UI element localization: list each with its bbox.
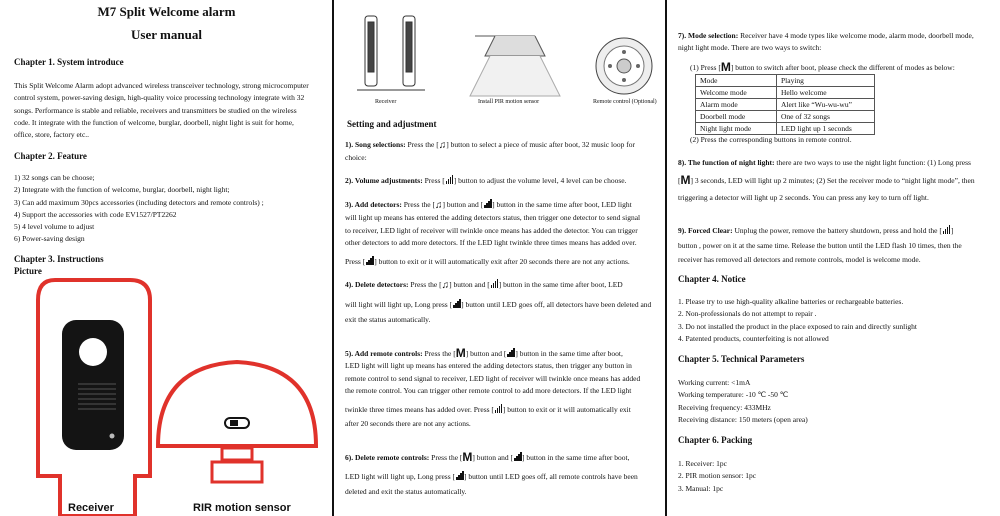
step-line: deleted and exit the status automatically.: [345, 486, 467, 496]
step-text: ] button and [: [449, 280, 490, 289]
step-text: ] button in the same time after boot,: [522, 453, 630, 462]
step-text: there are two ways to use the night light function: (1) Long press: [774, 158, 971, 167]
volume-bars-icon: [491, 279, 498, 288]
receiver-label: Receiver: [68, 502, 114, 514]
step-line: button , power on it at the same time. Release the button until the LED flash 10 times, then the: [678, 241, 962, 251]
mode-key-icon: M: [720, 59, 731, 74]
sensor-switch-knob: [230, 420, 238, 426]
mode-key-icon: M: [462, 450, 473, 464]
volume-bars-icon: [456, 471, 463, 480]
feature-item: 3) Can add maximum 30pcs accessories (including detectors and remote controls) ;: [14, 197, 264, 207]
volume-bars-icon: [514, 452, 521, 461]
notice-item: 1. Please try to use high-quality alkaline batteries or rechargeable batteries.: [678, 297, 904, 306]
step-text: Press the [: [429, 453, 463, 462]
chapter-1-line: office, store, factory etc..: [14, 130, 90, 140]
parameter-list: [678, 377, 998, 426]
step-text: ] button until LED goes off, all remote controls have been: [464, 472, 638, 482]
table-cell: Hello welcome: [777, 87, 875, 99]
step-6-label: 6). Delete remote controls:: [345, 453, 430, 462]
step-text: Receiver have 4 mode types like welcome mode, alarm mode, doorbell mode,: [738, 31, 974, 40]
chapter-5-heading: Chapter 5. Technical Parameters: [678, 354, 805, 364]
manual-subtitle: User manual: [131, 27, 202, 42]
step-7-option-2: (2) Press the corresponding buttons in remote control.: [690, 135, 852, 144]
fig-caption-receiver: Receiver: [375, 99, 397, 105]
step-text: Unplug the power, remove the battery shutdown, press and hold the [: [732, 226, 942, 235]
step-text: ] button and [: [472, 453, 514, 462]
step-text: ]: [950, 226, 954, 235]
feature-item: 2) Integrate with the function of welcome, burglar, doorbell, night light;: [14, 185, 230, 195]
step-3: [345, 199, 665, 268]
notice-item: 2. Non-professionals do not attempt to repair .: [678, 309, 817, 319]
manual-title: M7 Split Welcome alarm: [97, 4, 236, 19]
table-cell: One of 32 songs: [777, 111, 875, 123]
packing-item: 1. Receiver: 1pc: [678, 459, 727, 468]
mode-table: [695, 74, 875, 135]
step-text: ] button to adjust the volume level, 4 level can be choose.: [453, 176, 627, 185]
step-text: ] button and [: [442, 200, 484, 209]
step-line: receiver has removed all detectors and remote controls, model is welcome mode.: [678, 254, 921, 264]
step-5-label: 5). Add remote controls:: [345, 349, 423, 358]
table-cell: Doorbell mode: [696, 111, 777, 123]
manual-column-2: [335, 0, 666, 516]
volume-bars-icon: [484, 199, 491, 208]
step-line: the remote control. You can trigger other remote control to add more detectors. If the LED light: [345, 385, 632, 395]
music-note-icon: ♫: [438, 140, 447, 151]
packing-list: [678, 458, 998, 495]
manual-column-1: [0, 0, 333, 516]
music-note-icon: ♫: [435, 200, 443, 211]
chapter-1-heading: Chapter 1. System introduce: [14, 57, 124, 67]
step-text: ] button to exit or it will automatically exit: [502, 405, 631, 415]
step-text: ] button and [: [465, 349, 507, 358]
step-text: choice:: [345, 153, 367, 163]
step-1-label: 1). Song selections:: [345, 140, 406, 149]
manual-column-3: [668, 0, 1000, 516]
chapter-1-line: code. It integrate with the function of welcome, burglar, doorbell, night light is suit for home,: [14, 117, 294, 127]
step-9-label: 9). Forced Clear:: [678, 226, 733, 235]
step-line: after 20 seconds there are not any actions.: [345, 419, 471, 429]
notice-item: 4. Patented products, counterfeiting is not allowed: [678, 333, 829, 343]
receiver-led: [110, 434, 115, 439]
table-cell: Alert like “Wu-wu-wu”: [777, 99, 875, 111]
remote-control-figure: [596, 38, 652, 94]
step-8: [678, 157, 998, 204]
receiver-speaker: [79, 338, 107, 366]
install-figures: [335, 6, 666, 106]
table-cell: Welcome mode: [696, 87, 777, 99]
table-row: [696, 87, 875, 99]
parameter-item: Receiving distance: 150 meters (open area): [678, 414, 808, 424]
notice-item: 3. Do not installed the product in the place exposed to rain and directly sunlight: [678, 321, 917, 331]
column-divider-2: [665, 0, 667, 516]
sensor-dome: [158, 362, 316, 446]
step-7-label: 7). Mode selection:: [678, 31, 739, 40]
step-text: Press the [: [422, 349, 456, 358]
step-4: [345, 279, 665, 326]
receiver-illustration: [0, 276, 333, 516]
fig-caption-remote: Remote control (Optional): [593, 99, 657, 105]
packing-item: 3. Manual: 1pc: [678, 483, 724, 493]
step-text: ] button to select a piece of music after boot, 32 music loop for: [446, 140, 635, 149]
step-line: exit the status automatically.: [345, 314, 431, 324]
feature-list: [14, 172, 329, 246]
picture-subheading: Picture: [14, 266, 42, 276]
step-text: ] button in the same time after boot,: [515, 349, 623, 358]
volume-bars-icon: [453, 299, 460, 308]
sensor-bracket: [222, 448, 252, 460]
step-text: (1) Press [: [690, 62, 721, 72]
step-line: remote control to send signal to receiver, LED light of receiver will twinkle once means has added: [345, 373, 641, 383]
step-text: ] 3 seconds, LED will light up 2 minutes; (2) Set the receiver mode to “night light mode”, then: [690, 176, 975, 186]
music-note-icon: ♫: [441, 280, 450, 291]
step-text: Press [: [345, 257, 366, 267]
step-text: Press the [: [408, 280, 442, 289]
volume-bars-icon: [495, 404, 502, 413]
volume-bars-icon: [507, 348, 514, 357]
step-text: Press the [: [401, 200, 435, 209]
step-9: [678, 225, 998, 266]
chapter-6-heading: Chapter 6. Packing: [678, 435, 753, 445]
packing-item: 2. PIR motion sensor: 1pc: [678, 471, 757, 481]
receiver-side-figure: [357, 16, 425, 90]
step-5: [345, 347, 665, 431]
table-cell: Night light mode: [696, 123, 777, 135]
feature-item: 4) Support the accessories with code EV1527/PT2262: [14, 209, 177, 219]
parameter-item: Working current: <1mA: [678, 378, 751, 387]
table-row: [696, 99, 875, 111]
chapter-3-heading: Chapter 3. Instructions: [14, 254, 104, 264]
table-row: [696, 123, 875, 135]
step-line: night light mode. There are two ways to switch:: [678, 43, 822, 53]
parameter-item: Working temperature: -10 ℃ -50 ℃: [678, 390, 789, 400]
table-cell: Alarm mode: [696, 99, 777, 111]
mode-key-icon: M: [680, 173, 691, 188]
step-8-label: 8). The function of night light:: [678, 158, 775, 167]
step-text: ] button in the same time after boot, LED: [498, 280, 623, 289]
step-text: [: [678, 176, 681, 186]
step-line: triggering a detector will light up 2 seconds. You can press any key to turn off light.: [678, 192, 929, 202]
feature-item: 1) 32 songs can be choose;: [14, 173, 95, 182]
step-line: other detectors to add more detectors. If the LED light twinkle three times means has added over.: [345, 237, 637, 247]
pir-install-figure: [470, 36, 560, 96]
volume-bars-icon: [943, 225, 950, 234]
table-cell: LED light up 1 seconds: [777, 123, 875, 135]
step-6: [345, 451, 665, 498]
table-header-cell: Playing: [777, 75, 875, 87]
feature-item: 6) Power-saving design: [14, 234, 85, 244]
fig-caption-pir: Install PIR motion sensor: [478, 99, 540, 105]
table-header-cell: Mode: [696, 75, 777, 87]
volume-bars-icon: [366, 256, 373, 265]
step-text: ] button until LED goes off, all detectors have been deleted and: [461, 300, 652, 310]
chapter-1-line: songs. Performance is stable and reliable, receivers and transmitters be studied on the wireless: [14, 105, 297, 115]
step-1: [345, 139, 665, 165]
sensor-stand: [212, 462, 262, 482]
notice-list: [678, 296, 998, 345]
chapter-2-heading: Chapter 2. Feature: [14, 151, 87, 161]
sensor-label: RIR motion sensor: [193, 502, 291, 514]
step-3-label: 3). Add detectors:: [345, 200, 402, 209]
column-divider-1: [332, 0, 334, 516]
setting-heading: Setting and adjustment: [347, 119, 437, 129]
step-text: ] button in the same time after boot, LED light: [492, 200, 632, 209]
step-text: Press the [: [405, 140, 439, 149]
step-text: ] button to exit or it will automatically exit after 20 seconds there are not any actions.: [374, 257, 630, 267]
feature-item: 5) 4 level volume to adjust: [14, 222, 95, 232]
step-line: LED light will light up means has entered the adding detectors status, then trigger any button in: [345, 361, 632, 371]
step-2-label: 2). Volume adjustments:: [345, 176, 423, 185]
step-text: will light will light up, Long press [: [345, 300, 453, 310]
chapter-1-line: control system, power-saving design, high-quality voice processing technology integrate with 32: [14, 93, 305, 103]
chapter-1-text: [14, 80, 324, 141]
table-row: [696, 111, 875, 123]
chapter-4-heading: Chapter 4. Notice: [678, 274, 746, 284]
step-text: Press [: [422, 176, 445, 185]
step-7: [678, 30, 998, 74]
step-text: LED light will light up, Long press [: [345, 472, 455, 482]
step-2: [345, 175, 665, 187]
step-text: ] button to switch after boot, please check the different of modes as below:: [730, 62, 955, 72]
parameter-item: Receiving frequency: 433MHz: [678, 402, 771, 412]
chapter-1-line: This Split Welcome Alarm adopt advanced wireless transceiver technology, strong microcomputer: [14, 81, 309, 90]
step-line: will light up means has entered the adding detectors status, then trigger one detector to send signal: [345, 213, 641, 223]
table-header-row: [696, 75, 875, 87]
step-line: to receiver, LED light of receiver will twinkle once means has added the detector. You can trigger: [345, 225, 638, 235]
volume-bars-icon: [446, 175, 453, 184]
mode-key-icon: M: [455, 346, 466, 360]
step-4-label: 4). Delete detectors:: [345, 280, 409, 289]
step-text: twinkle three times means has added over. Press [: [345, 405, 494, 415]
